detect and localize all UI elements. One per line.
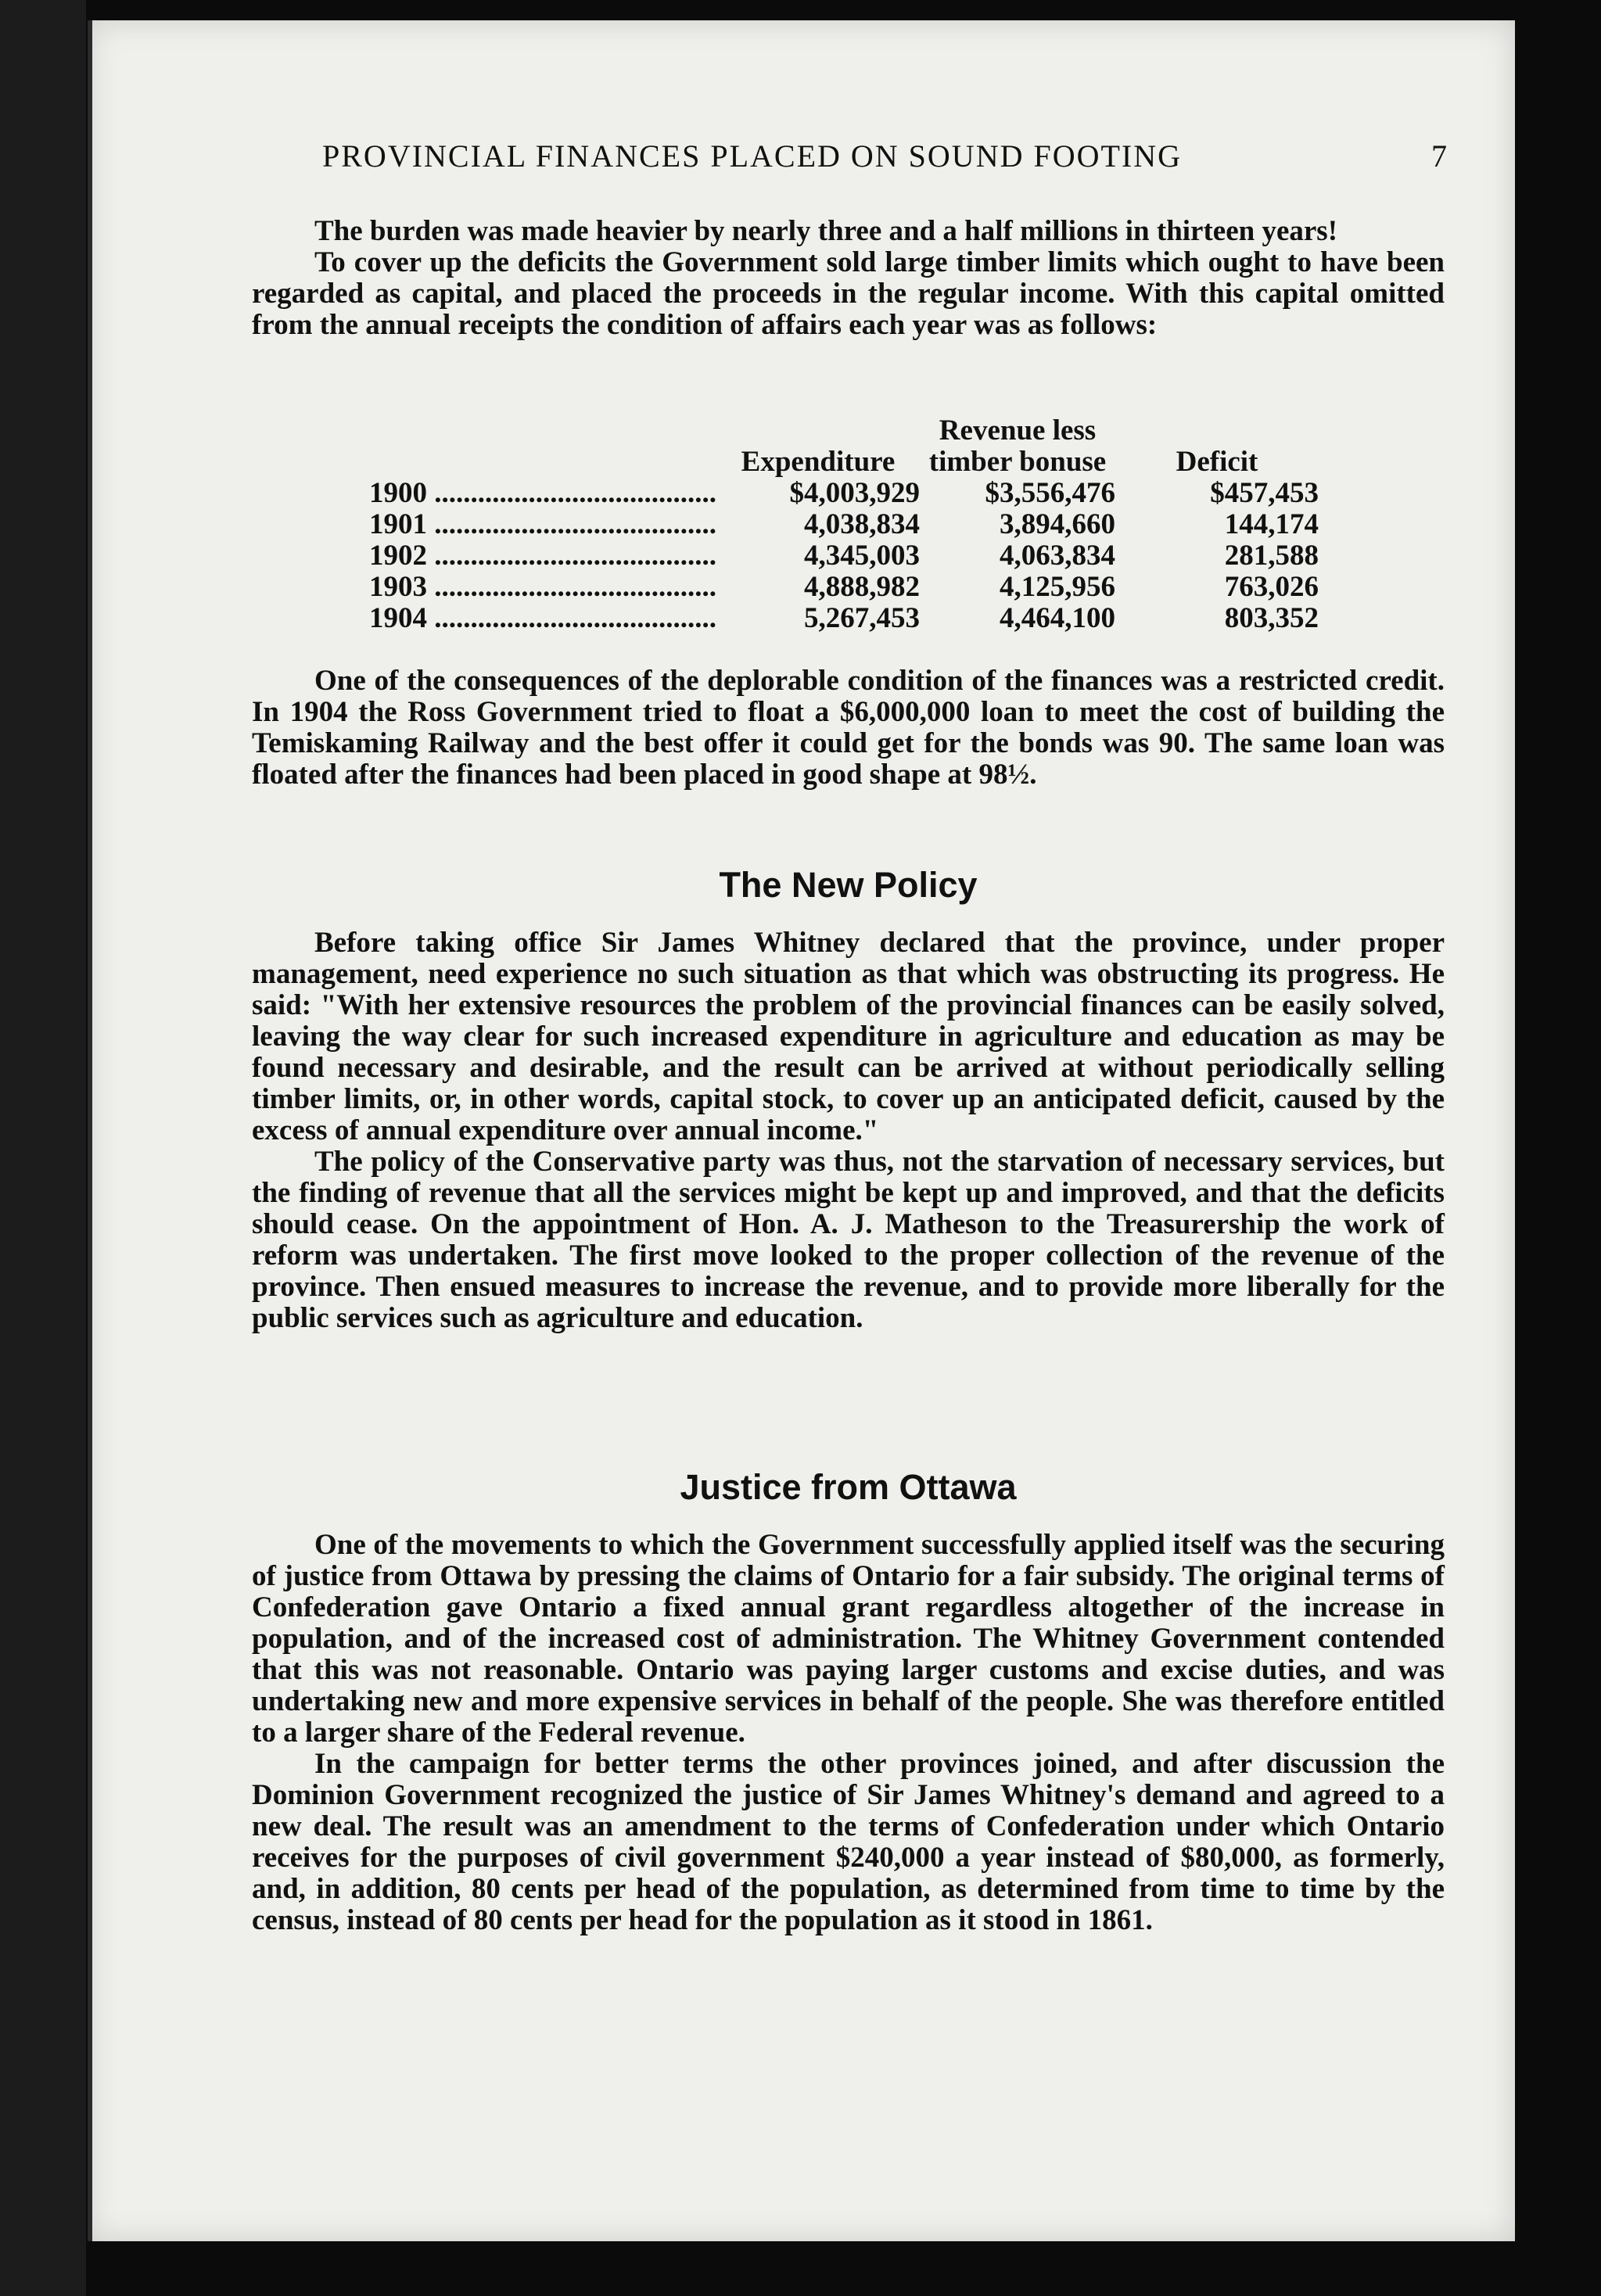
justice-section [252, 1467, 1445, 1936]
page-number: 7 [1431, 138, 1448, 174]
revenue-header: Revenue less timber bonuse [928, 414, 1107, 478]
document-page [88, 20, 1515, 2241]
year-header [369, 415, 716, 478]
row-expenditure: 5,267,453 [804, 602, 920, 634]
table-header-row [369, 415, 1319, 478]
row-deficit: 281,588 [1224, 540, 1319, 572]
consequences-section [252, 665, 1445, 791]
intro-paragraph-1: The burden was made heavier by nearly three and a half millions in thirteen years! [314, 215, 1338, 247]
running-title: PROVINCIAL FINANCES PLACED ON SOUND FOOTING [322, 138, 1183, 174]
table-row [369, 478, 1319, 509]
table-row [369, 603, 1319, 634]
table-row [369, 509, 1319, 540]
row-year: 1904 ..... [369, 603, 716, 634]
row-expenditure: 4,345,003 [804, 540, 920, 572]
page-edge [88, 20, 92, 2241]
new-policy-heading: The New Policy [719, 865, 978, 905]
row-deficit: 803,352 [1224, 602, 1319, 634]
row-year: 1901 ..... [369, 509, 716, 540]
row-year: 1900 ..... [369, 478, 716, 509]
running-header [322, 138, 1448, 174]
table-row [369, 540, 1319, 572]
row-year: 1902 ..... [369, 540, 716, 572]
row-revenue: 4,125,956 [1000, 571, 1115, 603]
row-deficit: $457,453 [1210, 477, 1319, 509]
row-deficit: 144,174 [1224, 508, 1319, 540]
intro-paragraph-2: To cover up the deficits the Government sold large timber limits which ought to have been regarded as capital, and placed the proceeds in the regular income. With this capital omitted from the annual receipts the condition of affairs each year was as follows: [252, 246, 1445, 341]
scan-left-margin [0, 0, 86, 2296]
row-revenue: 4,464,100 [1000, 602, 1115, 634]
intro-section [252, 216, 1445, 341]
row-year: 1903 ..... [369, 572, 716, 603]
row-revenue: $3,556,476 [985, 477, 1115, 509]
table-row [369, 572, 1319, 603]
row-expenditure: 4,888,982 [804, 571, 920, 603]
new-policy-section [252, 865, 1445, 1334]
justice-paragraph-2: In the campaign for better terms the other provinces joined, and after discussion the Dominion Government recognized the justice of Sir James Whitney's demand and agreed to a new deal. The result was an amendment to the terms of Confederation under which Ontario receives for the purposes of civil government $240,000 a year instead of $80,000, as formerly, and, in addition, 80 cents per head of the population, as determined from time to time by the census, instead of 80 cents per head for the population as it stood in 1861. [252, 1748, 1445, 1936]
consequences-paragraph: One of the consequences of the deplorable condition of the finances was a restricted credit. In 1904 the Ross Government tried to float a $6,000,000 loan to meet the cost of building the Temiskaming Railway and the best offer it could get for the bonds was 90. The same loan was floated after the finances had been placed in good shape at 98½. [252, 665, 1445, 791]
new-policy-paragraph-2: The policy of the Conservative party was thus, not the starvation of necessary services, but the finding of revenue that all the services might be kept up and improved, and that the deficits should cease. On the appointment of Hon. A. J. Matheson to the Treasurership the work of reform was undertaken. The first move looked to the proper collection of the revenue of the province. Then ensued measures to increase the revenue, and to provide more liberally for the public services such as agriculture and education. [252, 1146, 1445, 1334]
justice-paragraph-1: One of the movements to which the Government successfully applied itself was the securing of justice from Ottawa by pressing the claims of Ontario for a fair subsidy. The original terms of Confederation gave Ontario a fixed annual grant regardless altogether of the increase in population, and of the increased cost of administration. The Whitney Government contended that this was not reasonable. Ontario was paying larger customs and excise duties, and was undertaking new and more expensive services in behalf of the people. She was therefore entitled to a larger share of the Federal revenue. [252, 1529, 1445, 1749]
row-revenue: 4,063,834 [1000, 540, 1115, 572]
expenditure-header: Expenditure [741, 446, 896, 478]
justice-heading: Justice from Ottawa [680, 1467, 1017, 1507]
row-deficit: 763,026 [1224, 571, 1319, 603]
finance-table [369, 415, 1319, 634]
deficit-header: Deficit [1176, 446, 1258, 478]
row-expenditure: 4,038,834 [804, 508, 920, 540]
row-expenditure: $4,003,929 [789, 477, 920, 509]
row-revenue: 3,894,660 [1000, 508, 1115, 540]
new-policy-paragraph-1: Before taking office Sir James Whitney declared that the province, under proper management, need experience no such situation as that which was obstructing its progress. He said: "With her extensive resources the problem of the provincial finances can be easily solved, leaving the way clear for such increased expenditure in agriculture and education as may be found necessary and desirable, and the result can be arrived at without periodically selling timber limits, or, in other words, capital stock, to cover up an anticipated deficit, caused by the excess of annual expenditure over annual income." [252, 927, 1445, 1146]
